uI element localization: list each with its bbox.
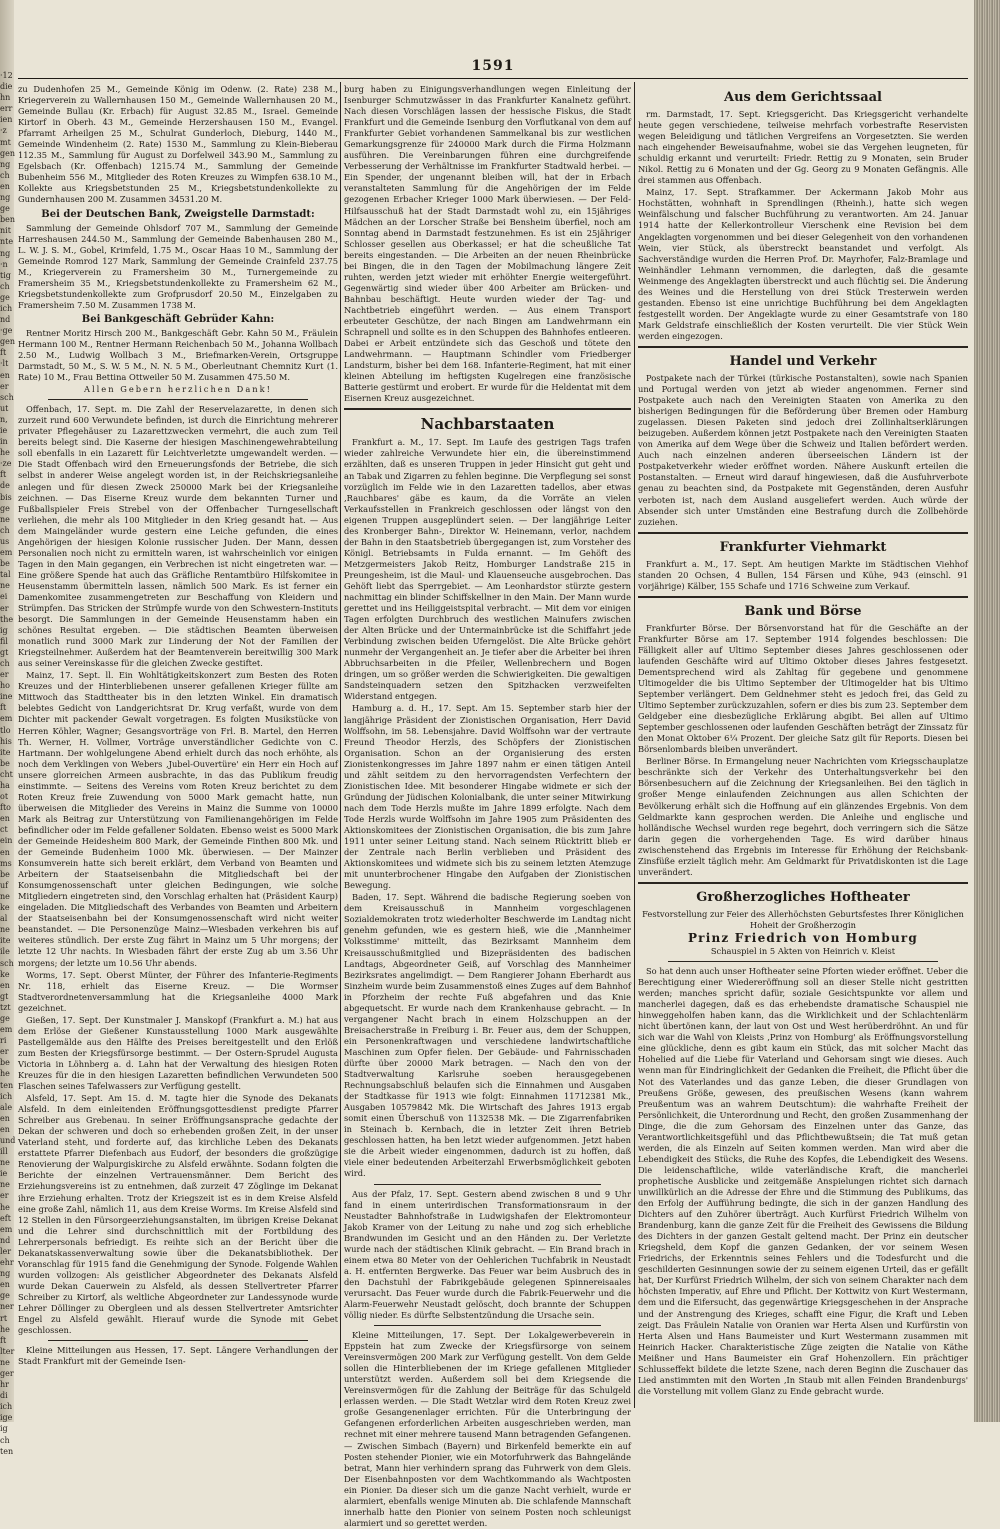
theater-review-article: So hat denn auch unser Hoftheater seine Pforten wieder eröffnet. Ueber die Berechtigung einer Wiedereröffnung soll an dieser Stelle nicht gestritten werden; manches spricht dafür, soziale Gesichtspunkte vor allem und mancherlei dagegen, daß es das erhebendste dramatische Schauspiel nie hinweggeholfen haben kann, das die Wirklichkeit und der Schlachtenlärm nicht übertönen kann, der laut von Ost und West herüberdröhnt. An und für sich war die Wahl von Kleists ‚Prinz von Homburg' als Eröffnungsvorstellung eine glückliche, denn es gibt kaum ein Stück, das mit solcher Macht das Hohelied auf die Liebe für Vaterland und Gehorsam singt wie dieses. Auch wenn man für Eindringlichkeit der Gedanken die Freiheit, die Pflicht über die Not des Vaterlandes und das ganze Leben, die dieser Grundlagen von Preußens Größe, gewesen, des preußischen Wesens (kann wahrem Preußentum was an wahrem Deutschtum): die wahrhafte Freiheit der Persönlichkeit, die Unterordnung und Recht, den großen Zusammenhang der Dinge, die die zum Gehorsam des Einzelnen unter das Ganze, das Verantwortlichkeitsgefühl und das Pflichtbewußtsein; die Tat muß getan werden, die als Einzeln auf Seiten kommen werden. Man wird aber die Lebendigkeit des Stücks, die Ruhe des Kopfes, die Lebendigkeit des Wesens. Die leidenschaftliche, wilde vaterländische Kraft, die mancherlei prophetische Ausblicke und zeitgemäße Anspielungen richtet sich darnach unwillkürlich an die Adresse der Ehre und die Stimmung des Publikums, das den Erfolg der Aufführung bedingte, die sich in der ganzen Handlung des Dichters auf den Zuhörer überträgt. Auch Kurfürst Friedrich Wilhelm von Brandenburg, kann die ganze Zeit für die Freiheit des Gewissens die Bildung des Dichters in der ganzen Gestalt geltend macht. Der Prinz ein deutscher Kriegsheld, dem Kopf die ganzen Gedanken, der vor seinem Wesen Friedrichs, der Erkenntnis seines Fehlers und die Todesfurcht und die geschilderten Gesinnungen sowie der zu seinem eigenen Urteil, das er gefällt hat, Der Kurfürst Friedrich Wilhelm, der sich von seinem Charakter nach dem höchsten Imperativ, auf Ehre und Pflicht. Der Kottwitz von Kurt Westermann, dem und die Eifersucht, das gegenwärtige Kriegsgeschehen in der Ansprache und der Anstrengung des Krieges, schafft eine Figur, die Kraft und Leben zeigt. Das Fräulein Natalie von Oranien war Herta Alsen und Kurfürstin von Herta Alsen und Hans Baumeister und Kurt Westermann zusammen mit Heinrich Hacker. Charakteristische Züge zeigten die Natalie von Käthe Meißner und Hans Baumeister ein Graf Hohenzollern. Ein prächtiger Schlusseffekt bildete die letzte Szene, nach deren Beginn die Zuschauer das Lied anstimmten mit den Worten ‚In Staub mit allen Feinden Brandenburgs' die Vorstellung mit vollem Glanz zu Ende gebracht wurde. <box>638 966 968 1396</box>
divider <box>48 399 308 400</box>
left-fragment-line: di <box>0 1391 8 1401</box>
left-fragment-line: ne <box>0 1158 10 1168</box>
left-fragment-line: ehr <box>0 1258 14 1268</box>
frankfurt-article: Frankfurt a. M., 17. Sept. Im Laufe des gestrigen Tags trafen wieder zahlreiche Verwundete hier ein, die übereinstimmend erzählten, daß es unseren Truppen in jeder Hinsicht gut geht und an Tabak und Zigarren zu fehlen beginne. Die Verpflegung sei sonst vorzüglich im Felde wie in den Lazaretten tadellos, aber etwas ‚Rauchbares' gäbe es kaum, da die Vorräte an vielen Verkaufsstellen in Frankreich geschlossen oder längst von den eigenen Truppen ausgeplündert seien. — Der langjährige Leiter des Kronberger Bahn-, Direktor W. Heinemann, verlor, nachdem der Bahn in den Staatsbetrieb übergegangen ist, zum Vorsteher des Königl. Betriebsamts in Fulda ernannt. — Im Gehöft des Metzgermeisters Jakob Reitz, Homburger Landstraße 215 in Preungesheim, ist die Maul- und Klauenseuche ausgebrochen. Das Gehöft liebt das Sperrgebiet. — Am Leonhardstor stürzte gestern nachmittag ein blinder Schiffskellner in den Main. Der Mann wurde gerettet und ins Heiliggeistspital verbracht. — Mit dem vor einigen Tagen erfolgten Durchbruch des westlichen Mainufers zwischen der Alten Brücke und der Untermainbrücke ist die Schiffahrt jede Verbindung zwischen beiden Uferngelöst. Die Alte Brücke gehört nunmehr der Vergangenheit an. Je tiefer aber die Arbeiter bei ihren Abbruchsarbeiten in die Pfeiler, Wellenbrechern und Bogen dringen, um so größer werden die Schwierigkeiten. Die gewaltigen Sandsteinquadern setzen den Spitzhacken verzweifelten Widerstand entgegen. <box>344 437 631 702</box>
left-fragment-line: eft <box>0 1213 11 1223</box>
left-fragment-line: n, <box>0 414 8 424</box>
left-fragment-line: bis <box>0 492 12 502</box>
left-fragment-line: ct <box>0 825 8 835</box>
left-fragment-line: sch <box>0 958 14 968</box>
left-fragment-line: ner <box>0 1302 14 1312</box>
play-subtitle: Schauspiel in 5 Akten von Heinrich v. Kleist <box>710 946 896 956</box>
newspaper-page <box>18 58 968 1528</box>
left-fragment-line: em <box>0 1224 13 1234</box>
pfalz-article: Aus der Pfalz, 17. Sept. Gestern abend zwischen 8 und 9 Uhr fand in einem unterirdischen Transformationsraum in der Neustadter Bahnhofstraße in Ludwigshafen der Elektromonteur Jakob Kramer von der Leitung zu nahe und zog sich erhebliche Brandwunden im Gesicht und an den Händen zu. Der Verletzte wurde nach der städtischen Klinik gebracht. — Ein Brand brach in einem etwa 80 Meter von der Oehlerichen Tuchfabrik in Neustadt a. H. entfernten Bergwerke. Das Feuer war beim Ausbruch des in den Dachstuhl der Fabrikgebäude gelegenen Spinnereisaales verursacht. Das Feuer wurde durch die Fabrik-Feuerwehr und die Alarm-Feuerwehr Neustadt gelöscht, doch brannte der Schuppen völlig nieder. Es dürfte Selbstentzündung die Ursache sein. <box>344 1188 631 1321</box>
section-divider <box>344 408 631 410</box>
theater-subheading: Festvorstellung zur Feier des Allerhöchsten Geburtsfestes Ihrer Königlichen Hoheit der Großherzogin <box>642 908 964 930</box>
left-fragment-line: in <box>0 437 8 447</box>
berlin-boerse-article: Berliner Börse. In Ermangelung neuer Nachrichten vom Kriegsschauplatze beschränkte sich der Verkehr des Unterhaltungsverkehr bei den Börsenbesuchern auf die Zeichnung der Kriegsanleihen. Bei den täglich in großer Menge einlaufenden Zeichnungen aus allen Schichten der Bevölkerung erhält sich die Hoffnung auf ein glänzendes Ergebnis. Von dem Geldmarkte kann gesprochen werden. Die Anleihe und englische und holländische Wechsel wurden rege begehrt, doch verringern sich die Sätze darin gegen die vorhergehenden Tage. Es wird darüber hinaus zwischenstehend das Ergebnis im Interesse für Erhöhung der Reichsbank-Zinsfüße erzielt täglich mehr. Am Geldmarkt für Privatdiskonten ist die Lage unverändert. <box>638 756 968 877</box>
left-fragment-line: em <box>0 1025 13 1035</box>
section-heading-handel: Handel und Verkehr <box>729 353 877 369</box>
donation-list-continued: zu Dudenhofen 25 M., Gemeinde König im Odenw. (2. Rate) 238 M., Kriegerverein zu Wallernhausen 150 M., Gemeinde Wallernhausen 20 M., Gemeinde Bullau (Kr. Erbach) für August 32.85 M., Israel. Gemeinde Kirtorf in Oberh. 43 M., Gemeinde Herzershausen 150 M., Evangel. Pfarramt Arheilgen 25 M., Schulrat Gunderloch, Dieburg, 1440 M., Gemeinde Windenheim (2. Rate) 1530 M., Sammlung zu Klein-Bieberau 112.35 M., Sammlung für August zu Dorfelweil 343.90 M., Sammlung zu Egelsbach (Kr. Offenbach) 1215.74 M., Sammlung der Gemeinde Bubenheim 556 M., Mitglieder des Roten Kreuzes zu Wimpfen 638.10 M., Kollekte aus Kriegsbetstunden 25 M., Kriegsbetstundenkollekte zu Gundernhausen 200 M. Zusammen 34531.20 M. <box>18 84 338 205</box>
worms-article: Worms, 17. Sept. Oberst Münter, der Führer des Infanterie-Regiments Nr. 118, erhielt das Eiserne Kreuz. — Die Wormser Stadtverordnetenversammlung hat die Kriegsanleihe 4000 Mark gezeichnet. <box>18 969 338 1013</box>
left-fragment-line: nd <box>0 315 11 325</box>
left-fragment-line: ige <box>0 1413 13 1423</box>
left-fragment-line: en <box>0 847 10 857</box>
section-heading-viehmarkt: Frankfurter Viehmarkt <box>719 539 887 555</box>
left-fragment-line: ien <box>0 115 13 125</box>
section-heading-boerse: Bank und Börse <box>744 603 862 619</box>
left-fragment-line: tlo <box>0 725 11 735</box>
left-fragment-line: ie <box>0 426 8 435</box>
left-fragment-line: ich <box>0 1091 13 1101</box>
thanks-line: Allen Gebern herzlichen Dank! <box>84 384 272 395</box>
left-fragment-line: his <box>0 736 12 746</box>
left-fragment-line: er <box>0 381 9 391</box>
left-fragment-line: be <box>0 1058 10 1068</box>
left-fragment-line: gt <box>0 647 9 657</box>
left-fragment-line: ge <box>0 1291 10 1301</box>
divider <box>48 1340 308 1341</box>
offenbach-article: Offenbach, 17. Sept. m. Die Zahl der Reservelazarette, in denen sich zurzeit rund 600 Verwundete befinden, ist durch die Einrichtung mehrerer privater Pflegehäuser zu Lazarettzwecken vermehrt, die auch zum Teil bereits belegt sind. Die Kaserne der hiesigen Maschinengewehrabteilung soll ebenfalls in ein Lazarett für Leichtverletzte umgewandelt werden. — Die Stadt Offenbach wird den Erneuerungsfonds der Betriebe, die sich selbst in anderer Weise angelegt worden ist, in der Reichskriegsanleihe anlegen und für diesen Zweck 250000 Mark bei der Kriegsanleihe zeichnen. — Das Eiserne Kreuz wurde dem bekannten Turner und Fußballspieler Freis Strebel von der Offenbacher Turngesellschaft verliehen, die mehr als 100 Mitglieder in den Krieg gesandt hat. — Aus dem Maingeländer wurde gestern eine Leiche gefunden, die eines Angehörigen der hiesigen Kolonie russischer Juden. Der Mann, dessen Personalien noch nicht zu ermitteln waren, ist wahrscheinlich vor einigen Tagen in den Main gegangen, ein Verbrechen ist nicht eingetreten war. — Eine größere Spende hat auch das Gräfliche Rentamtbüro Hilfskomitee in Heusenstamm übermitteln lassen, nämlich 500 Mark. Es ist ferner ein Damenkomitee zusammengetreten zur Beschaffung von Kleidern und Strümpfen. Das Stricken der Strümpfe wurde von den Schwestern-Instituts besorgt. Die Sammlungen in der Gemeinde Heusenstamm haben ein schönes Resultat ergeben. — Die städtischen Beamten überweisen monatlich rund 3000 Mark zur Linderung der Not der Familien der Kriegsteilnehmer. Außerdem hat der Beamtenverein bereitwillig 300 Mark aus seiner Vereinskasse für die gleichen Zwecke gestiftet. <box>18 404 338 669</box>
left-fragment-line: ge <box>0 204 10 214</box>
left-fragment-line: ite <box>0 747 11 757</box>
left-fragment-line: ng <box>0 193 11 203</box>
left-fragment-line: gen <box>0 337 16 347</box>
section-heading-nachbarstaaten: Nachbarstaaten <box>420 415 555 434</box>
hessen-notes-article: Kleine Mitteilungen aus Hessen, 17. Sept. Längere Verhandlungen der Stadt Frankfurt mit der Gemeinde Isen- <box>18 1345 338 1367</box>
left-fragment-line: ·z <box>0 126 7 136</box>
left-fragment-line: nte <box>0 237 14 247</box>
left-fragment-line: ler <box>0 1246 12 1256</box>
left-fragment-line: en <box>0 980 10 990</box>
left-fragment-line: be <box>0 869 10 879</box>
left-fragment-line: ich <box>0 1402 13 1412</box>
left-fragment-line: en <box>0 370 10 380</box>
isenburg-article-continued: burg haben zu Einigungsverhandlungen wegen Einleitung der Isenburger Schmutzwässer in das Frankfurter Kanalnetz geführt. Nach diesen Vorschlägen lassen der hessische Fiskus, die Stadt Frankfurt und die Gemeinde Isenburg den Vorflutkanal von dem auf Frankfurter Gebiet vorhandenen Sammelkanal bis zur westlichen Gemarkungsgrenze für 240000 Mark durch die Firma Holzmann ausführen. Die Vereinbarungen führen eine durchgreifende Verbesserung der Verhältnisse im Frankfurter Stadtwald herbei. — Ein Spender, der ungenannt bleiben will, hat der in Erbach veranstalteten Sammlung für die Angehörigen der im Felde gezogenen Erbacher Krieger 1000 Mark überwiesen. — Der Feld-Hilfsausschuß hat der Stadt Darmstadt wohl zu, ein 15jähriges Mädchen an der Lorscher Straße bei Bensheim überfiel, noch am Sonntag abend in Darmstadt festzunehmen. Es ist ein 25jähriger Schlosser gesellen aus Oberkassel; er hat die scheußliche Tat bereits eingestanden. — Die Arbeiten an der neuen Rheinbrücke bei Bingen, die in den Tagen der Mobilmachung längere Zeit ruhten, werden jetzt wieder mit erhöhter Energie weitergeführt. Gegenwärtig sind wieder über 400 Arbeiter am Brücken- und Bahnbau beschäftigt. Heute wurden wieder der Tag- und Nachtbetrieb eingeführt werden. — Aus einem Transport erbeuteter Geschütze, der nach Bingen am Landwehrmann ein Schrapnell und sollte es in den Schuppen des Bahnhofes entleeren. Dabei er Arbeit entzündete sich das Geschoß und tötete den Landwehrmann. — Hauptmann Schindler vom Friedberger Landsturm, bisher bei dem 168. Infanterie-Regiment, hat mit einer kleinen Abteilung im heftigsten Kugelregen eine französische Batterie gestürmt und erobert. Er wurde für die Heldentat mit dem Eisernen Kreuz ausgezeichnet. <box>344 84 631 404</box>
left-fragment-line: en <box>0 181 10 191</box>
alsfeld-article: Alsfeld, 17. Sept. Am 15. d. M. tagte hier die Synode des Dekanats Alsfeld. In dem einleitenden Eröffnungsgottesdienst predigte Pfarrer Schreiber aus Grebenau. In seiner Eröffnungsansprache gedachte der Dekan der schweren und doch so erhebenden großen Zeit, in der unser Vaterland steht, und forderte auf, das kirchliche Leben des Dekanats erstattete Pfarrer Diefenbach aus Eudorf, der besonders die großzügige Renovierung der Walpurgiskirche zu Alsfeld erwähnte. Sodann folgten die Berichte der einzelnen Vertrauensmänner. Dem Bericht des Erziehungsvereins ist zu entnehmen, daß zurzeit 47 Zöglinge im Dekanat ihre Erziehung erhalten. Trotz der Kriegszeit ist es in dem Kreise Alsfeld eine große Zahl, nämlich 11, aus dem Kreise Worms. Im Kreise Alsfeld sind 12 Stellen in den Fürsorgeerziehungsanstalten, im übrigen Kreise Dekanat und die Lehrer sind durchschnittlich mit der Fortbildung des Lehrerpersonals befriedigt. Es reihte sich an der Bericht über die Dekanatskassenverwaltung sowie über die Dekanatsbibliothek. Der Voranschlag für 1915 fand die Genehmigung der Synode. Folgende Wahlen wurden vollzogen: Als geistlicher Abgeordneter des Dekanats Alsfeld wurde Dekan Cauerwein zu Alsfeld, als dessen Stellvertreter Pfarrer Schreiber zu Kirtorf, als weltliche Abgeordneter zur Landessynode wurde Lehrer Döllinger zu Obergleen und als dessen Stellvertreter Amtsrichter Engel zu Alsfeld gewählt. Hierauf wurde die Synode mit Gebet geschlossen. <box>18 1093 338 1336</box>
left-fragment-line: ha <box>0 781 10 790</box>
left-fragment-line: ch <box>0 1435 10 1445</box>
left-fragment-line: ·ge <box>0 326 13 336</box>
left-fragment-line: ten <box>0 1080 14 1090</box>
left-fragment-line: ke <box>0 969 10 979</box>
darmstadt-court-article: rm. Darmstadt, 17. Sept. Kriegsgericht. Das Kriegsgericht verhandelte heute gegen verschiedene, teilweise mehrfach vorbestrafte Reservisten wegen Beleidigung und tätlichen Vergreifens an Vorgesetzten. Sie werden nach eingehender Beweisaufnahme, wobei sie das Vergehen leugneten, für schuldig erkannt und verurteilt: Friedr. Rettig zu 9 Monaten, sein Bruder Nikol. Rettig zu 6 Monaten und der Gg. Georg zu 9 Monaten Gefängnis. Alle drei stammen aus Offenbach. <box>638 109 968 186</box>
column-2 <box>344 84 631 1528</box>
left-fragment-line: hr <box>0 1380 9 1390</box>
left-fragment-line: ·ze <box>0 459 12 469</box>
deutsche-bank-donations: Sammlung der Gemeinde Ohlsdorf 707 M., Sammlung der Gemeinde Harreshausen 244.50 M., Sammlung der Gemeinde Babenhausen 280 M., L. W. J. S. M., Gobel, Krimfeld, 1.75 M., Oscar Haas 10 M., Sammlung der Gemeinde Romrod 127 Mark, Sammlung der Gemeinde Crainfeld 237.75 M., Kriegerverein zu Framersheim 30 M., Turnergemeinde zu Framersheim 35 M., Kriegsbetstundenkollekte zu Framersheim 62 M., Kriegsbetstundenkollekte zum Grofprusdorf 20.50 M., Einzelgaben zu Framersheim 7.50 M. Zusammen 1738 M. <box>18 222 338 310</box>
left-fragment-line: ite <box>0 936 11 946</box>
kahn-bank-heading: Bei Bankgeschäft Gebrüder Kahn: <box>81 313 275 325</box>
left-fragment-line: be <box>0 758 10 768</box>
left-fragment-line: tal <box>0 570 11 580</box>
left-fragment-line: sch <box>0 392 14 402</box>
left-fragment-line: ben <box>0 215 16 225</box>
left-fragment-line: be <box>0 559 10 569</box>
left-fragment-line: fil <box>0 636 8 646</box>
homburg-article: Hamburg a. d. H., 17. Sept. Am 15. September starb hier der langjährige Präsident der Zionistischen Organisation, Herr David Wolffsohn, im 58. Lebensjahre. David Wolffsohn war der vertraute Freund Theodor Herzls, des Schöpfers der Zionistischen Organisation. Schon an der Organisierung des ersten Zionistenkongresses im Jahre 1897 nahm er einen tätigen Anteil und zählt seitdem zu den hervorragendsten Verfechtern der Zionistischen Idee. Mit besonderer Hingabe widmete er sich der Gründung der Jüdischen Kolonialbank, die unter seiner Mitwirkung nach dem Tode Herzls mußte im Jahre 1899 erfolgte. Nach dem Tode Herzls wurde Wolffsohn im Jahre 1905 zum Präsidenten des Aktionskomitees der Zionistischen Organisation, die bis zum Jahre 1911 unter seiner Leitung stand. Nach seinem Rücktritt blieb er der Zentrale nach Berlin verblieben und Präsident des Aktionskomitees und widmete sich bis zu seinem letzten Atemzuge mit ununterbrochener Hingabe den Aufgaben der Zionistischen Bewegung. <box>344 703 631 891</box>
left-fragment-line: ft <box>0 348 7 358</box>
frankfurt-boerse-article: Frankfurter Börse. Der Börsenvorstand hat für die Geschäfte an der Frankfurter Börse am 17. September 1914 folgendes beschlossen: Die Fälligkeit aller auf Ultimo September dieses Jahres geschlossenen oder laufenden Geschäfte wird auf Ultimo Oktober dieses Jahres festgesetzt. Dementsprechend wird als Zahltag für gegebene und genommene Ultimogelder die bis Ultimo September der Ultimogelder hat bis Ultimo September verlängert. Dem Geldnehmer steht es jedoch frei, das Geld zu Ultimo September zurückzuzahlen, sofern er dies bis zum 23. September dem Geldgeber eine diesbezügliche Erklärung abgibt. Bei allen auf Ultimo September geschlossenen oder laufenden Geschäften beträgt der Zinssatz für den Monat Oktober 6¼ Prozent. Der gleiche Satz gilt für Reports. Diesen bei Börsenlombards bleiben unverändert. <box>638 622 968 755</box>
left-fragment-line: er <box>0 603 9 613</box>
mainz-court-article: Mainz, 17. Sept. Strafkammer. Der Ackermann Jakob Mohr aus Hochstätten, wohnhaft in Sprendlingen (Rheinh.), hatte sich wegen Weinfälschung und falscher Buchführung zu verantworten. Am 24. Januar 1914 hatte der Kellerkontrolleur Vierschenk eine Revision bei dem Angeklagten vorgenommen und bei dieser Gelegenheit von den vorhandenen Wein, vier Stück, als überstreckt beanstandet und verfolgt. Als Sachverständige wurden die Herren Prof. Dr. Mayrhofer, Falz-Bramlage und Weinhändler Lehmann vernommen, die darlegten, daß die gesamte Weinmenge des Angeklagten überstreckt und auch flüchtig sei. Die Änderung des Weines und die Herstellung von drei Stück Tresterwein werden gestanden. Ebenso ist eine unrichtige Buchführung bei dem Angeklagten festgestellt worden. Der Angeklagte wurde zu einer Gesamtstrafe von 180 Mark Geldstrafe einschließlich der Kosten verurteilt. Die vier Stück Wein werden eingezogen. <box>638 187 968 341</box>
giessen-article: Gießen, 17. Sept. Der Kunstmaler J. Manskopf (Frankfurt a. M.) hat aus dem Erlöse der Gießener Kunstausstellung 1000 Mark ausgewählte Pastellgemälde aus den Hälfte des Preises bereitgestellt und den Erlöß zum Besten der Kriegsfürsorge bestimmt. — Der Ostern-Sprudel Augusta Victoria in Löhnberg a. d. Lahn hat der Verwaltung des hiesigen Roten Kreuzes für die in den hiesigen Lazaretten befindlichen Verwundeten 500 Flaschen seines Tafelwassers zur Verfügung gestellt. <box>18 1014 338 1092</box>
left-fragment-line: ge <box>0 503 10 513</box>
left-fragment-line: ut <box>0 403 9 413</box>
left-fragment-line: ne <box>0 581 10 591</box>
left-fragment-line: em <box>0 548 13 558</box>
left-fragment-line: al <box>0 914 8 924</box>
left-fragment-line: en <box>0 814 10 824</box>
left-fragment-line: ne <box>0 1357 10 1367</box>
divider <box>374 1325 601 1326</box>
play-title: Prinz Friedrich von Homburg <box>687 930 919 945</box>
left-fragment-line: ale <box>0 1102 13 1112</box>
left-fragment-line: ine <box>0 692 13 702</box>
left-fragment-line: tzt <box>0 1002 11 1012</box>
left-fragment-line: ig <box>0 1424 8 1434</box>
left-fragment-line: ·12 <box>0 71 13 80</box>
left-fragment-line: ger <box>0 1368 14 1378</box>
left-fragment-line: de <box>0 481 10 491</box>
left-fragment-line: the <box>0 614 14 624</box>
section-heading-hoftheater: Großherzogliches Hoftheater <box>696 889 910 905</box>
left-fragment-line: fto <box>0 803 11 813</box>
section-divider <box>638 596 968 598</box>
left-fragment-line: ne <box>0 925 10 935</box>
left-fragment-line: ie <box>0 1169 8 1179</box>
deutsche-bank-heading: Bei der Deutschen Bank, Zweigstelle Darmstadt: <box>41 208 315 220</box>
kahn-bank-donations: Rentner Moritz Hirsch 200 M., Bankgeschäft Gebr. Kahn 50 M., Fräulein Hermann 100 M., Rentner Hermann Reichenbach 50 M., Johanna Wollbach 2.50 M., Ludwig Wollbach 3 M., Briefmarken-Verein, Ortsgruppe Darmstadt, 50 M., S. W. 5 M., N. N. 5 M., Oberleutnant Chemnitz Kurt (1. Rate) 10 M., Frau Bettina Ottweiler 50 M. Zusammen 475.50 M. <box>18 327 338 383</box>
top-rule <box>18 78 968 79</box>
left-fragment-line: tig <box>0 270 11 280</box>
section-heading-gerichtssaal: Aus dem Gerichtssaal <box>724 90 882 105</box>
left-fragment-line: ne <box>0 1180 10 1190</box>
left-fragment-line: ill <box>0 1147 8 1157</box>
left-fragment-line: er <box>0 670 9 680</box>
left-fragment-line: nit <box>0 226 11 236</box>
left-fragment-line: ten <box>0 1446 14 1456</box>
left-fragment-line: he <box>0 1324 10 1334</box>
left-fragment-line: ile <box>0 947 10 957</box>
column-rule-2 <box>634 82 635 1408</box>
divider <box>668 961 938 962</box>
column-3 <box>638 84 968 1408</box>
left-fragment-line: uf <box>0 880 9 890</box>
left-fragment-line: er <box>0 1191 9 1201</box>
left-fragment-line: ri <box>0 1036 7 1046</box>
left-fragment-line: en <box>0 1113 10 1123</box>
left-fragment-line: he <box>0 1202 10 1212</box>
page-number: 1591 <box>471 58 515 74</box>
left-fragment-line: ge <box>0 1013 10 1023</box>
left-fragment-line: ein <box>0 836 13 846</box>
left-fragment-line: en <box>0 1124 10 1134</box>
left-fragment-line: ·lt <box>0 359 9 369</box>
left-fragment-line: ms <box>0 858 12 868</box>
left-fragment-line: ch <box>0 170 10 180</box>
section-divider <box>638 882 968 884</box>
column-rule-1 <box>340 82 341 1408</box>
left-fragment-line: ft <box>0 470 7 480</box>
left-fragment-line: ch <box>0 281 10 291</box>
baden-article: Baden, 17. Sept. Während die badische Regierung soeben von dem Kreisausschuß in Mannheim vorgeschlagenen Sozialdemokraten trotz wiederholter Beschwerde im Landtag nicht genehm gefunden, wie es gestern hieß, wie die ‚Mannheimer Volksstimme' mitteilt, das Bezirksamt Mannheim dem Kreisausschußmitglied und Bizepräsidenten des badischen Landtags, Abgeordneter Geiß, auf Vorschlag des Mannheimer Bezirksrates angelimdigt. — Dem Rangierer Johann Eberhardt aus Sinzheim wurde beim Zusammenstoß eines Zuges auf dem Bahnhof in Pforzheim der rechte Fuß abgefahren und das Knie abgequetscht. Er wurde nach dem Krankenhause gebracht. — In vergangener Nacht brach in einem Holzschuppen an der Breisacherstraße in Freiburg i. Br. Feuer aus, dem der Schuppen, ein Personenkraftwagen und verschiedene landwirtschaftliche Maschinen zum Opfer fielen. Der Gebäude- und Fahrnisschaden dürfte über 20000 Mark betragen. — Nach den von der Stadtverwaltung Karlsruhe soeben herausgegebenen Rechnungsabschluß belaufen sich die Einnahmen und Ausgaben der Stadtkasse für 1913 wie folgt: Einnahmen 11712381 Mk., Ausgaben 10579842 Mk. Die Wirtschaft des Jahres 1913 ergab somit einen Überschuß von 1132538 Mk. — Die Zigarrenfabriken in Steinach b. Kernbach, die in letzter Zeit ihren Betrieb geschlossen hatten, ha ben letzt wieder aufgenommen. Jetzt haben sie die Arbeit wieder eingenommen, dadurch ist zu hoffen, daß viele einer bedeutenden Arbeiterzahl Erwerbsmöglichkeit geboten wird. <box>344 892 631 1179</box>
mainz-article: Mainz, 17. Sept. ll. Ein Wohltätigkeitskonzert zum Besten des Roten Kreuzes und der Hinterbliebenen unserer gefallenen Krieger füllte am Mittwoch das Stadttheater bis in den letzten Winkel. Ein dramatisch belebtes Gedicht von Landgerichtsrat Dr. Krug verfaßt, wurde von dem Dichter mit packender Gewalt vorgetragen. Es folgten Musikstücke von Herren Köhler, Wagner; Gesangsvorträge von Frl. B. Martel, den Herren Th. Werner, H. Vollmer, Vorträge unverständlicher Gedichte von C. Hartmann. Der wohlgelungene Abend erhielt durch das noch erhöhte, als noch dem Verklingen von Webers ‚Jubel-Ouvertüre' ein Herr ein Hoch auf unsere glorreichen Armeen ausbrachte, in das das Publikum freudig einstimmte. — Seitens des Vereins vom Roten Kreuz berichtet zu dem Roten Kreuz freie Zuwendung von 5000 Mark gemacht hatte, nun überweisen die Mitglieder des Vereins in Mainz die Summe von 10000 Mark als Beitrag zur Unterstützung von Familienangehörigen im Felde befindlicher oder im Felde gefallener Soldaten. Ebenso weist es 5000 Mark der Gemeinde Heidesheim 800 Mark, der Gemeinde Finthen 800 Mk. und der Gemeinde Budenheim 1000 Mk. überwiesen. — Der Mainzer Konsumverein hatte sich bereit erklärt, dem Verband von Beamten und Arbeitern der Staatseisenbahn die Mitgliedschaft bei der Konsumgenossenschaft unter gleichen Bedingungen, wie solche Mitgliedern eingetreten sind, den Vorschlag erhalten hat (Präsident Kaurp) eingeladen. Die Mitgliedschaft des Verbandes von Beamten und Arbeitern der Staatseisenbahn bei der Konsumgenossenschaft wird nicht weiter beanstandet. — Die Personenzüge Mainz—Wiesbaden verkehren bis auf weiteres stündlich. Der erste Zug fährt in Mainz um 5 Uhr morgens; der letzte 12 Uhr nachts. In Wiesbaden fährt der erste Zug ab um 3.56 Uhr morgens; der letzte um 10.56 Uhr abends. <box>18 670 338 968</box>
left-fragment-line: gen <box>0 148 16 158</box>
left-fragment-line: ot <box>0 792 9 802</box>
left-fragment-line: ge <box>0 292 10 302</box>
left-fragment-line: ng <box>0 159 11 169</box>
left-fragment-line: cht <box>0 769 13 779</box>
left-fragment-line: ft <box>0 1335 7 1345</box>
left-page-fragments <box>0 70 14 1457</box>
left-fragment-line: ·n <box>0 259 8 269</box>
left-fragment-line: en <box>0 1280 10 1290</box>
left-fragment-line: rt <box>0 1313 8 1323</box>
column-1 <box>18 84 338 1408</box>
left-fragment-line: ch <box>0 525 10 535</box>
left-fragment-line: ich <box>0 303 13 313</box>
left-fragment-line: ne <box>0 514 10 524</box>
divider <box>374 1184 601 1185</box>
left-fragment-line: ne <box>0 891 10 901</box>
left-fragment-line: die <box>0 82 13 92</box>
left-fragment-line: gt <box>0 991 9 1001</box>
left-fragment-line: und <box>0 1136 16 1145</box>
postal-article: Postpakete nach der Türkei (türkische Postanstalten), sowie nach Spanien und Portugal werden von jetzt ab wieder angenommen. Ferner sind Postpakete auch nach den Vereinigten Staaten von Amerika zu den bisherigen Bedingungen für die Beförderung über Bremen oder Hamburg zugelassen. Diesen Paketen sind jedoch drei Zollinhaltserklärungen beizugeben. Außerdem können jetzt Postpakete nach den Vereinigten Staaten von Amerika auf dem Wege über die Schweiz und Italien befördert werden. Auch nach einzelnen anderen überseeischen Ländern ist der Postpaketverkehr wieder eröffnet worden. Nähere Auskunft erteilen die Postanstalten. — Erneut wird darauf hingewiesen, daß die Ausfuhrverbote genau zu beachten sind, da Postpakete mit Gegenständen, deren Ausfuhr verboten ist, nach dem Ausland ausgeliefert werden. Auch würde der Absender sich unter Umständen eine Bestrafung durch die Zollbehörde zuziehen. <box>638 372 968 527</box>
viehmarkt-article: Frankfurt a. M., 17. Sept. Am heutigen Markte im Städtischen Viehhof standen 20 Ochsen, 4 Bullen, 154 Färsen und Kühe, 943 (einschl. 91 vorjährige) Kälber, 155 Schafe und 1716 Schweine zum Verkauf. <box>638 558 968 591</box>
small-notes-article: Kleine Mitteilungen, 17. Sept. Der Lokalgewerbeverein in Eppstein hat zum Zwecke der Kriegsfürsorge von seinem Vereinsvermögen 200 Mark zur Verfügung gestellt. Von dem Gelde sollen die Hinterbliebenen der im Kriege gefallenen Mitglieder unterstützt werden. Außerdem soll bei dem Kriegsende die Vereinsvermögen für die Zahlung der Beiträge für das Schulgeld erlassen werden. — Die Stadt Wetzlar wird dem Roten Kreuz zwei große Gesangenenlager errichten. Für die Unterbringung der Gefangenen erforderlichen Arbeiten ausgeschrieben werden, man rechnet mit einer mehrere tausend Mann betragenden Gefangenen. — Zwischen Simbach (Bayern) und Birkenfeld bemerkte ein auf Posten stehender Pionier, wie ein Motorfuhrwerk das Bahngelände betrat, Mann hier verhindern sprang das Fuhrwerk von dem Gleis. Der Eisenbahnposten vor dem Wachtkommando als Wachtposten ein Pionier. Da dieser sich um die ganze Nacht verhielt, wurde er alarmiert, ebenfalls wenige Minuten ab. Die schlafende Mannschaft innerhalb hatte den Pionier von seinem Posten noch schleunigst alarmiert und so gerettet werden. <box>344 1330 631 1528</box>
book-edge-right <box>974 0 1000 1422</box>
left-fragment-line: ho <box>0 681 10 691</box>
left-fragment-line: us <box>0 536 10 546</box>
left-fragment-line: ig <box>0 625 8 635</box>
left-fragment-line: mt <box>0 137 11 147</box>
left-fragment-line: er <box>0 1047 9 1057</box>
left-fragment-line: err <box>0 104 13 114</box>
left-fragment-line: lter <box>0 1346 15 1356</box>
section-divider <box>638 532 968 534</box>
left-fragment-line: ft <box>0 703 7 713</box>
left-fragment-line: hn <box>0 93 11 103</box>
left-fragment-line: nd <box>0 1235 11 1245</box>
left-fragment-line: he <box>0 1069 10 1079</box>
section-divider <box>638 346 968 348</box>
left-fragment-line: ei <box>0 592 8 602</box>
left-fragment-line: ng <box>0 248 11 258</box>
left-fragment-line: ng <box>0 1269 11 1279</box>
left-fragment-line: he <box>0 448 10 458</box>
left-fragment-line: ch <box>0 658 10 668</box>
left-fragment-line: ke <box>0 903 10 913</box>
left-fragment-line: em <box>0 714 13 724</box>
